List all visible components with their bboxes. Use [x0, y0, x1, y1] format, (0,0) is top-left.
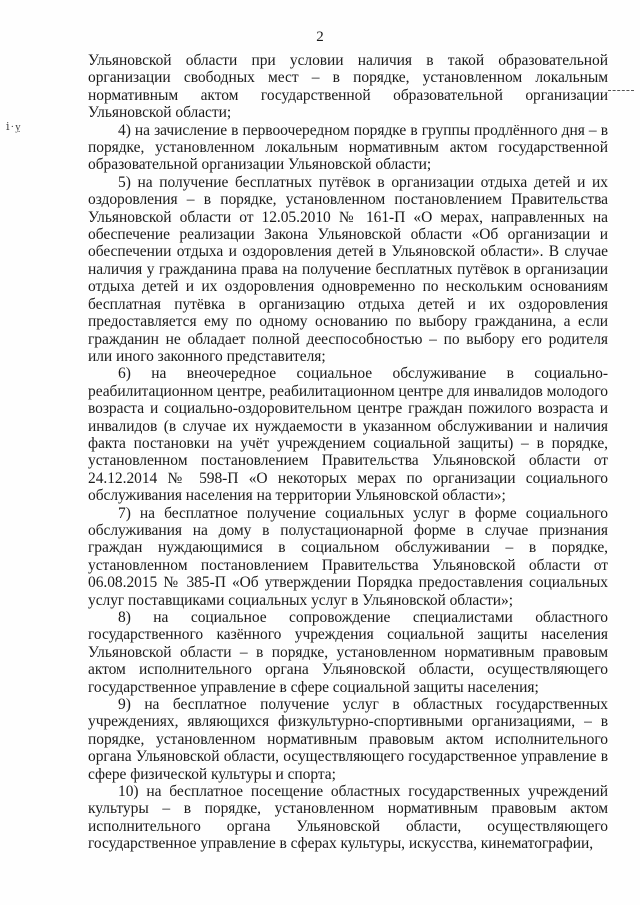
paragraph-item-4: 4) на зачисление в первоочередном порядке в группы продлённого дня – в порядке, установленном локальным нормативным актом государственной образовательной организации Ульяновской области; [88, 121, 608, 174]
margin-mark: ⅰ·ỵ [6, 121, 22, 133]
paragraph-item-3-continuation: Ульяновской области при условии наличия в такой образовательной организации свободных мест – в порядке, установленном локальным нормативным актом государственной образовательной организации Ульяновской области; [88, 52, 608, 122]
page-number: 2 [316, 29, 324, 45]
paragraph-item-10: 10) на бесплатное посещение областных государственных учреждений культуры – в порядке, установленном нормативным правовым актом исполнительного органа Ульяновской области, осуществляющего государственное управление в сферах культуры, искусства, кинематографии, [88, 783, 608, 853]
paragraph-item-7: 7) на бесплатное получение социальных услуг в форме социального обслуживания на дому в полустационарной форме в случае признания граждан нуждающимися в социальном обслуживании – в порядке, установленном постановлением Правительства Ульяновской области от 06.08.2015 № 385-П «Об утверждении Порядка предоставления социальных услуг поставщиками социальных услуг в Ульяновской области»; [88, 504, 608, 609]
document-body [88, 52, 608, 853]
line-tail-dash [608, 90, 634, 91]
paragraph-item-5: 5) на получение бесплатных путёвок в организации отдыха детей и их оздоровления – в порядке, установленном постановлением Правительства Ульяновской области от 12.05.2010 № 161-П «О мерах, направленных на обеспечение реализации Закона Ульяновской области «Об организации и обеспечении отдыха и оздоровления детей в Ульяновской области». В случае наличия у гражданина права на получение бесплатных путёвок в организации отдыха детей и их оздоровления одновременно по нескольким основаниям бесплатная путёвка в организацию отдыха детей и их оздоровления предоставляется ему по одному основанию по выбору гражданина, а если гражданин не обладает полной дееспособностью – по выбору его родителя или иного законного представителя; [88, 173, 608, 365]
paragraph-item-6: 6) на внеочередное социальное обслуживание в социально-реабилитационном центре, реабилитационном центре для инвалидов молодого возраста и социально-оздоровительном центре граждан пожилого возраста и инвалидов (в случае их нуждаемости в указанном обслуживании и наличия факта постановки на учёт учреждением социальной защиты) – в порядке, установленном постановлением Правительства Ульяновской области от 24.12.2014 № 598-П «О некоторых мерах по организации социального обслуживания населения на территории Ульяновской области»; [88, 365, 608, 505]
paragraph-item-9: 9) на бесплатное получение услуг в областных государственных учреждениях, являющихся физкультурно-спортивными организациями, – в порядке, установленном нормативным правовым актом исполнительного органа Ульяновской области, осуществляющего государственное управление в сфере физической культуры и спорта; [88, 696, 608, 783]
paragraph-item-8: 8) на социальное сопровождение специалистами областного государственного казённого учреждения социальной защиты населения Ульяновской области – в порядке, установленном нормативным правовым актом исполнительного органа Ульяновской области, осуществляющего государственное управление в сфере социальной защиты населения; [88, 609, 608, 696]
